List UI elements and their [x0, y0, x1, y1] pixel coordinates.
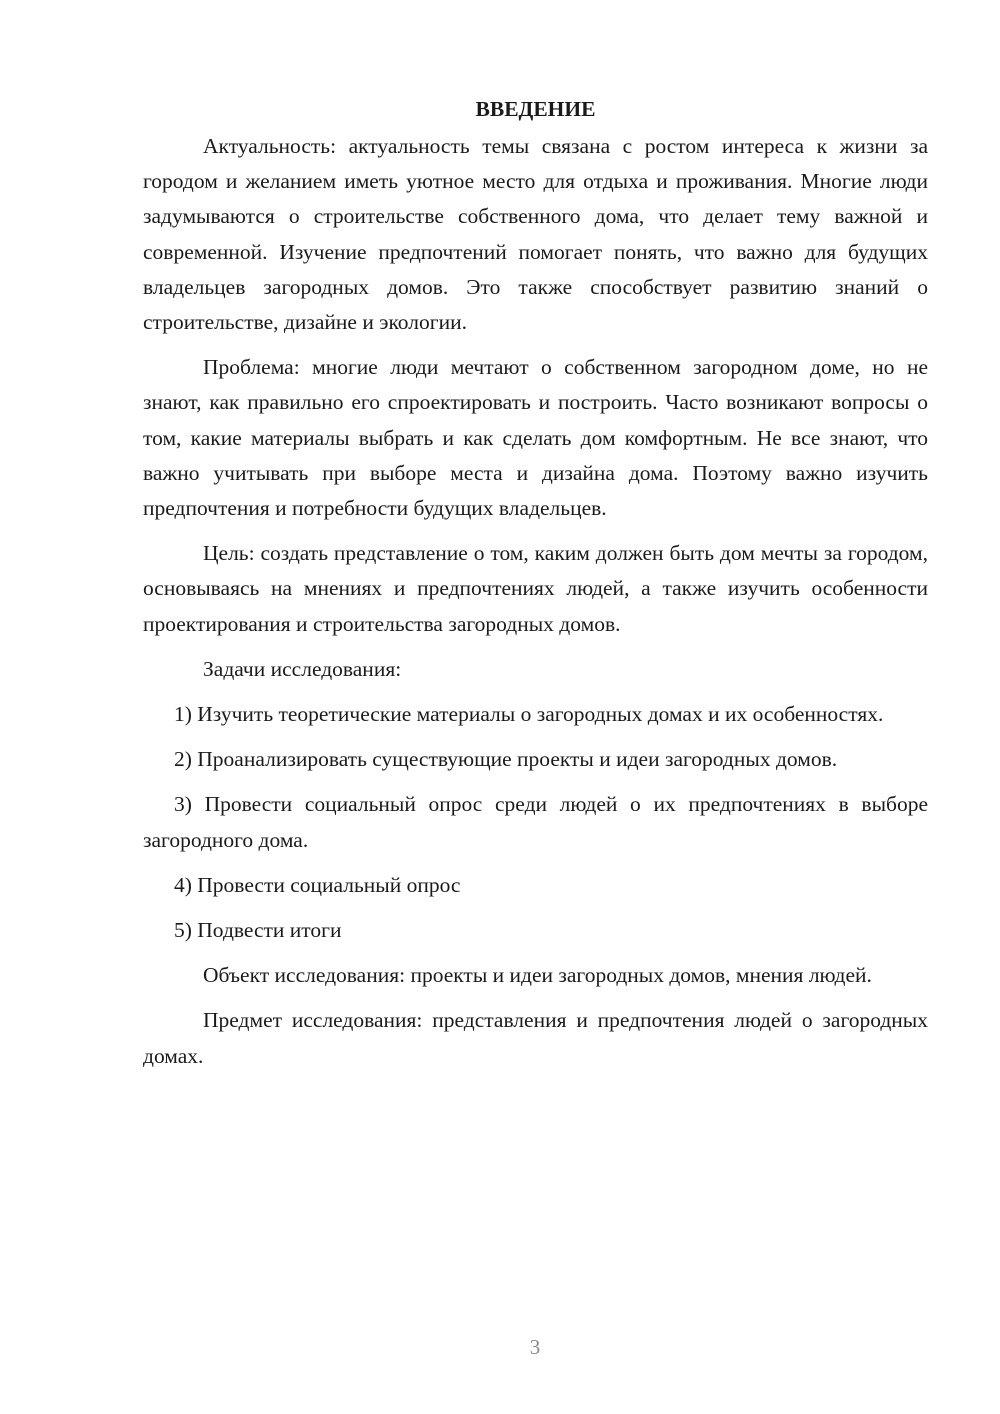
- tasks-heading: Задачи исследования:: [203, 656, 402, 681]
- problem-paragraph: Проблема: многие люди мечтают о собственном загородном доме, но не знают, как правильно его спроектировать и построить. Часто возникают вопросы о том, какие материалы выбрать и как сделать дом комфортным. Не все знают, что важно учитывать при выборе места и дизайна дома. Поэтому важно изучить предпочтения и потребности будущих владельцев.: [143, 355, 928, 521]
- page-content: [143, 92, 928, 1084]
- object-paragraph: Объект исследования: проекты и идеи загородных домов, мнения людей.: [203, 963, 872, 988]
- task-item: 3) Провести социальный опрос среди людей о их предпочтениях в выборе загородного дома.: [143, 792, 928, 852]
- task-item: 1) Изучить теоретические материалы о загородных домах и их особенностях.: [174, 702, 884, 727]
- subject-paragraph: Предмет исследования: представления и предпочтения людей о загородных домах.: [143, 1008, 928, 1068]
- page-number: 3: [529, 1335, 541, 1359]
- section-heading: ВВЕДЕНИЕ: [475, 97, 596, 121]
- task-item: 4) Провести социальный опрос: [174, 872, 461, 897]
- task-item: 2) Проанализировать существующие проекты и идеи загородных домов.: [174, 747, 838, 772]
- task-item: 5) Подвести итоги: [174, 918, 342, 943]
- relevance-paragraph: Актуальность: актуальность темы связана с ростом интереса к жизни за городом и желанием иметь уютное место для отдыха и проживания. Многие люди задумываются о строительстве собственного дома, что делает тему важной и современной. Изучение предпочтений помогает понять, что важно для будущих владельцев загородных домов. Это также способствует развитию знаний о строительстве, дизайне и экологии.: [143, 134, 928, 335]
- goal-paragraph: Цель: создать представление о том, каким должен быть дом мечты за городом, основываясь на мнениях и предпочтениях людей, а также изучить особенности проектирования и строительства загородных домов.: [143, 541, 928, 636]
